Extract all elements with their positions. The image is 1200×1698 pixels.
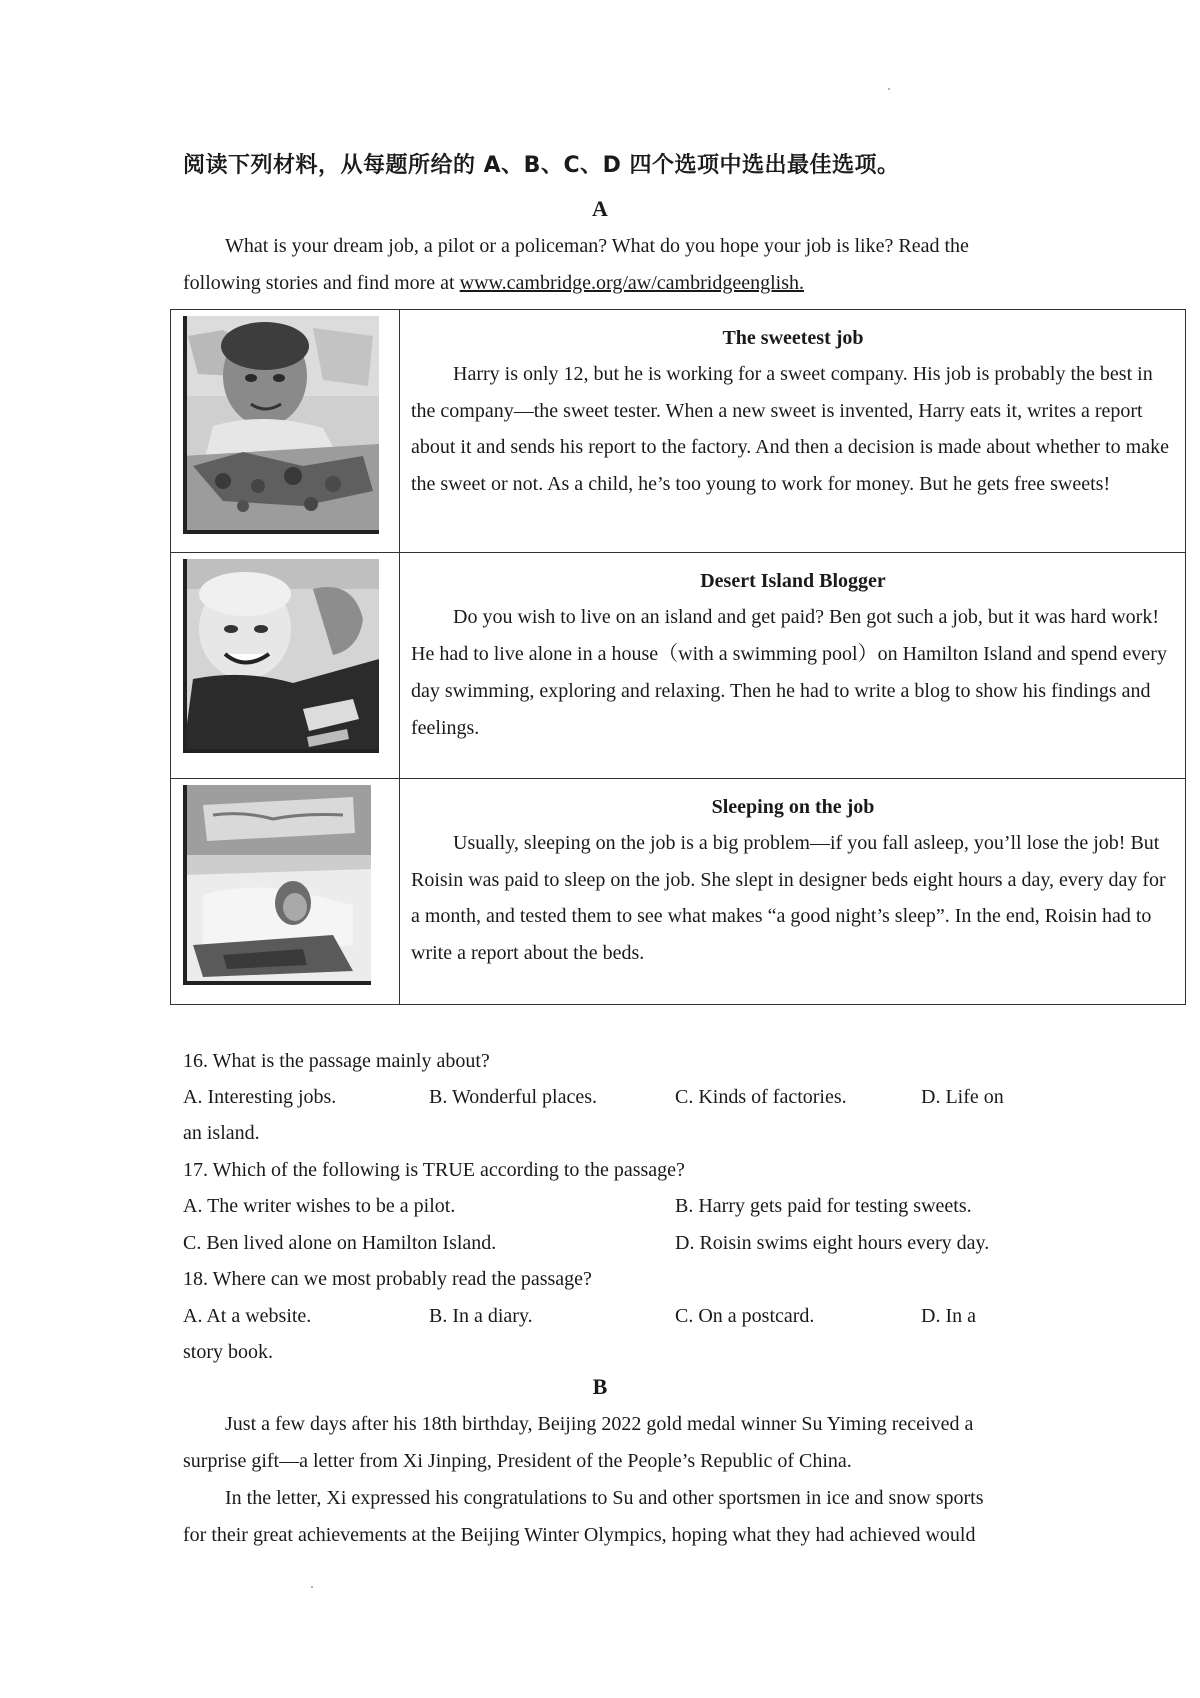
question-17-stem: 17. Which of the following is TRUE according to the passage?: [183, 1159, 685, 1181]
q17-option-d[interactable]: D. Roisin swims eight hours every day.: [675, 1232, 990, 1254]
b-p1-line-1: Just a few days after his 18th birthday, Beijing 2022 gold medal winner Su Yiming received a: [225, 1413, 974, 1435]
q18-option-c[interactable]: C. On a postcard.: [675, 1305, 815, 1327]
photo-cell: [171, 310, 400, 553]
intro-line-1: What is your dream job, a pilot or a policeman? What do you hope your job is like? Read the: [225, 235, 969, 257]
q18-option-d[interactable]: D. In a: [921, 1305, 976, 1327]
q18-option-b[interactable]: B. In a diary.: [429, 1305, 533, 1327]
smiling-man-photo: [183, 559, 379, 753]
story-title: The sweetest job: [722, 327, 864, 349]
story-body: Usually, sleeping on the job is a big problem—if you fall asleep, you’ll lose the job! But Roisin was paid to sleep on the job. She slept in designer beds eight hours a day, every day for a month, and tested them to see what makes “a good night’s sleep”. In the end, Roisin had to write a report about the beds.: [411, 832, 1166, 964]
stories-table: [170, 309, 1186, 1005]
b-p1-line-2: surprise gift—a letter from Xi Jinping, President of the People’s Republic of China.: [183, 1450, 852, 1472]
q18-option-a[interactable]: A. At a website.: [183, 1305, 312, 1327]
question-18-stem: 18. Where can we most probably read the passage?: [183, 1268, 592, 1290]
story-text-cell: [400, 310, 1186, 553]
cambridge-link[interactable]: www.cambridge.org/aw/cambridgeenglish.: [459, 272, 804, 294]
photo-cell: [171, 553, 400, 779]
q16-option-c[interactable]: C. Kinds of factories.: [675, 1086, 847, 1108]
woman-in-bed-photo: [183, 785, 371, 985]
q16-option-a[interactable]: A. Interesting jobs.: [183, 1086, 337, 1108]
story-title: Sleeping on the job: [711, 796, 875, 818]
story-text-cell: [400, 553, 1186, 779]
scan-speck: [311, 1586, 313, 1588]
photo-cell: [171, 779, 400, 1005]
b-p2-line-1: In the letter, Xi expressed his congratulations to Su and other sportsmen in ice and snow sports: [225, 1487, 984, 1509]
story-row-blogger: [171, 553, 1186, 779]
intro-prefix: following stories and find more at: [183, 272, 460, 294]
q16-option-d-continued: an island.: [183, 1122, 260, 1144]
boy-with-sweets-photo: [183, 316, 379, 534]
intro-line-2: [183, 272, 804, 294]
q17-option-a[interactable]: A. The writer wishes to be a pilot.: [183, 1195, 456, 1217]
b-p2-line-2: for their great achievements at the Beijing Winter Olympics, hoping what they had achieved would: [183, 1524, 976, 1546]
story-row-sleeping: [171, 779, 1186, 1005]
section-b-paragraph-1: [183, 1406, 1023, 1480]
section-a-heading: A: [592, 196, 608, 221]
instruction: 阅读下列材料，从每题所给的 A、B、C、D 四个选项中选出最佳选项。: [183, 153, 900, 178]
q16-option-b[interactable]: B. Wonderful places.: [429, 1086, 597, 1108]
story-title: Desert Island Blogger: [700, 570, 886, 592]
q17-option-c[interactable]: C. Ben lived alone on Hamilton Island.: [183, 1232, 497, 1254]
q18-option-d-continued: story book.: [183, 1341, 273, 1363]
story-body: Harry is only 12, but he is working for a sweet company. His job is probably the best in the company—the sweet tester. When a new sweet is invented, Harry eats it, writes a report about it and sends his report to the factory. And then a decision is made about whether to make the sweet or not. As a child, he’s too young to work for money. But he gets free sweets!: [411, 363, 1169, 495]
question-16-stem: 16. What is the passage mainly about?: [183, 1050, 490, 1072]
section-b-paragraph-2: [183, 1480, 1023, 1554]
story-row-sweetest: [171, 310, 1186, 553]
story-body: Do you wish to live on an island and get paid? Ben got such a job, but it was hard work! He had to live alone in a house（with a swimming pool）on Hamilton Island and spend every day swimming, exploring and relaxing. Then he had to write a blog to show his findings and feelings.: [411, 606, 1167, 739]
section-b-heading: B: [592, 1374, 608, 1399]
scan-speck: [888, 88, 890, 90]
section-a-intro: [183, 228, 1023, 302]
q17-option-b[interactable]: B. Harry gets paid for testing sweets.: [675, 1195, 972, 1217]
story-text-cell: [400, 779, 1186, 1005]
q16-option-d[interactable]: D. Life on: [921, 1086, 1004, 1108]
